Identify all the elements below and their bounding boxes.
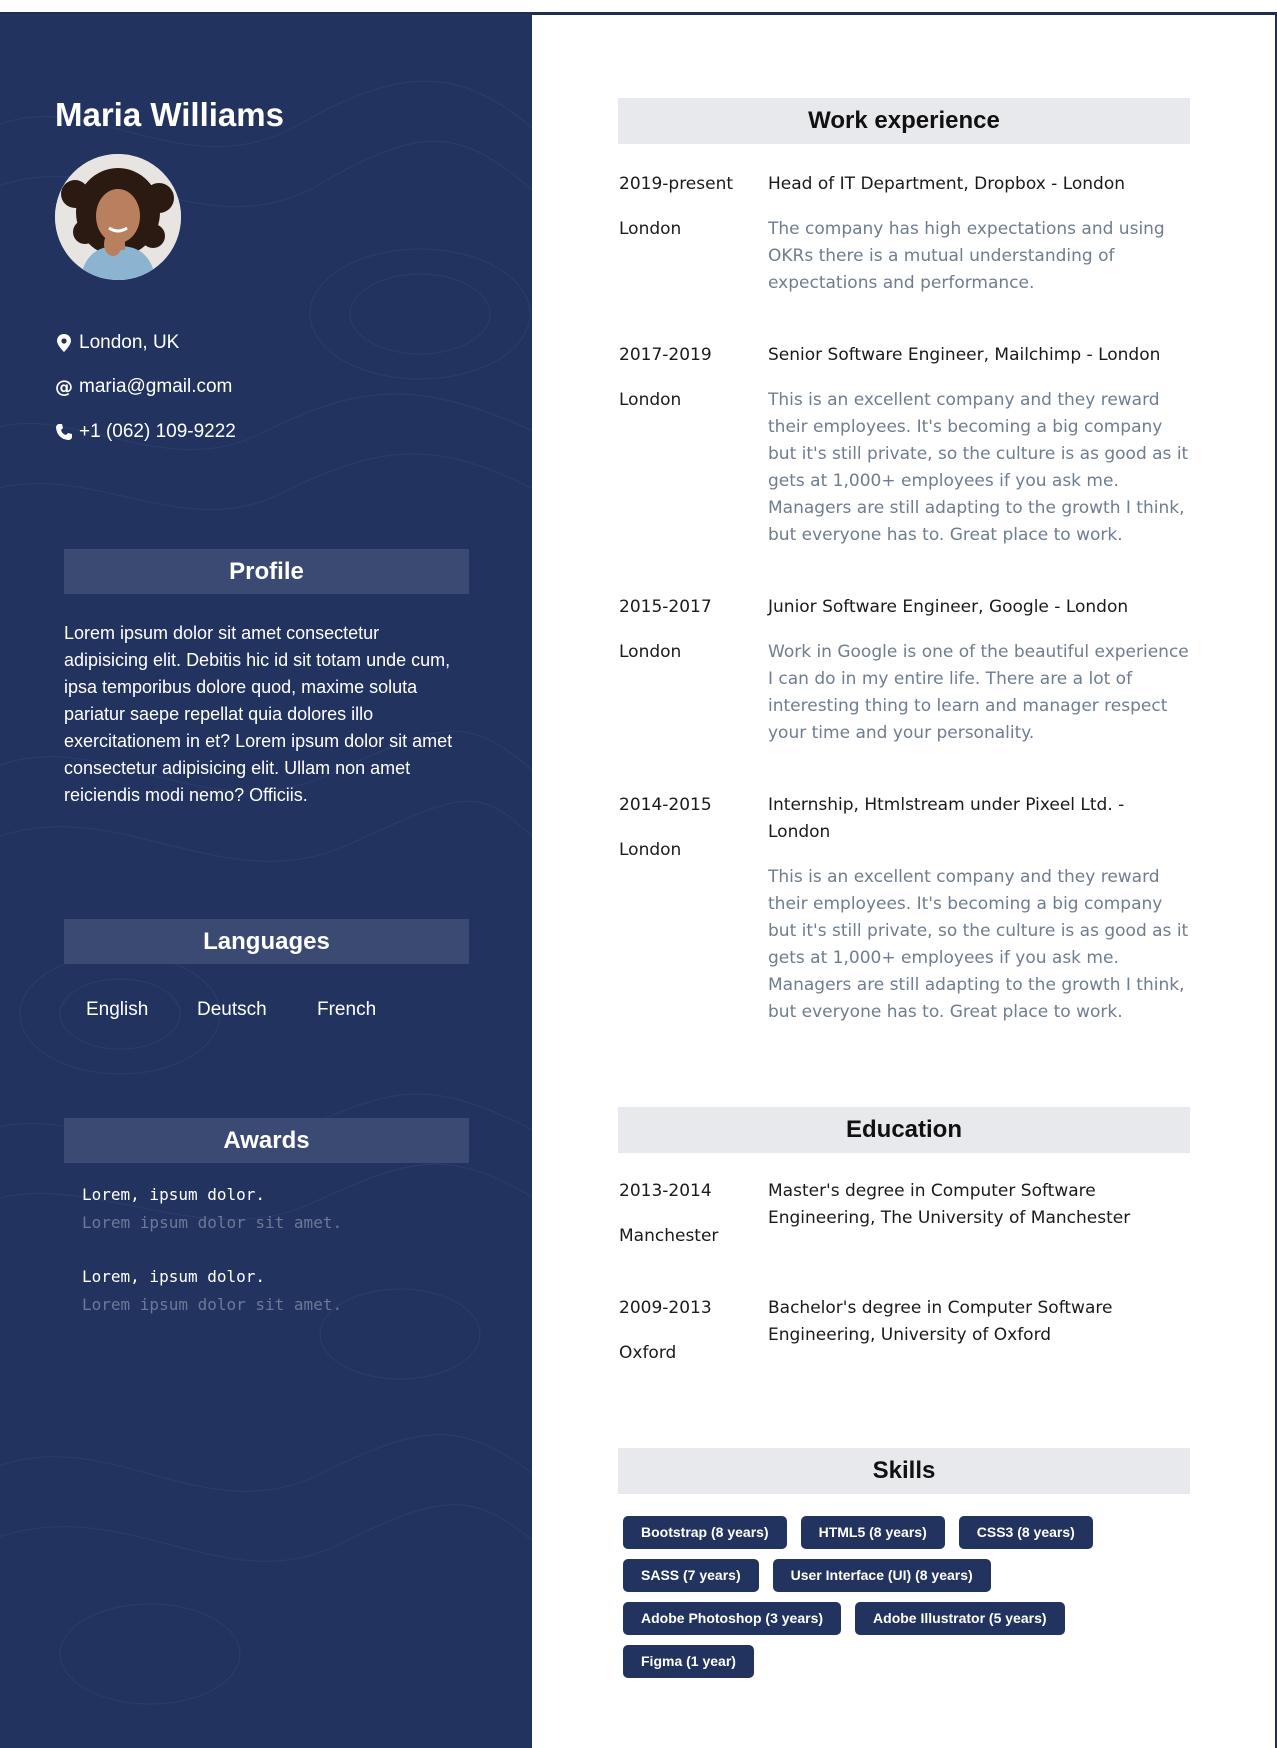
- contact-location: [55, 332, 179, 354]
- skill-badge: Bootstrap (8 years): [623, 1516, 787, 1549]
- work-experience-heading: Work experience: [618, 98, 1190, 144]
- work-role: Head of IT Department, Dropbox - London: [768, 174, 1126, 194]
- award-subtitle: Lorem ipsum dolor sit amet.: [82, 1295, 343, 1314]
- language-item: French: [317, 999, 377, 1020]
- skill-badge: SASS (7 years): [623, 1559, 759, 1592]
- map-pin-icon: [55, 333, 73, 353]
- work-location: London: [619, 219, 682, 239]
- location-text: London, UK: [79, 332, 180, 353]
- education-heading: Education: [618, 1107, 1190, 1153]
- education-location: Oxford: [619, 1343, 677, 1363]
- languages-heading: Languages: [64, 919, 469, 964]
- person-name: Maria Williams: [55, 96, 284, 133]
- work-years: 2015-2017: [619, 597, 712, 617]
- phone-text[interactable]: +1 (062) 109-9222: [79, 421, 236, 442]
- award-subtitle: Lorem ipsum dolor sit amet.: [82, 1213, 343, 1232]
- work-description: This is an excellent company and they reward their employees. It's becoming a big company but it's still private, so the culture is as good as it gets at 1,000+ employees if you ask me. Managers are still adapting to the growth I think, but everyone has to. Great place to work.: [768, 867, 1189, 1022]
- work-role: Internship, Htmlstream under Pixeel Ltd. - London: [768, 795, 1125, 842]
- award-title: Lorem, ipsum dolor.: [82, 1267, 266, 1286]
- education-degree: Bachelor's degree in Computer Software Engineering, University of Oxford: [768, 1298, 1113, 1345]
- work-years: 2017-2019: [619, 345, 712, 365]
- work-description: Work in Google is one of the beautiful experience I can do in my entire life. There are a lot of interesting thing to learn and manager respect your time and your personality.: [768, 642, 1189, 743]
- work-description: This is an excellent company and they reward their employees. It's becoming a big company but it's still private, so the culture is as good as it gets at 1,000+ employees if you ask me. Managers are still adapting to the growth I think, but everyone has to. Great place to work.: [768, 390, 1189, 545]
- skill-badge: CSS3 (8 years): [959, 1516, 1093, 1549]
- skill-badge: Adobe Photoshop (3 years): [623, 1602, 841, 1635]
- awards-heading: Awards: [64, 1118, 469, 1163]
- education-years: 2013-2014: [619, 1181, 712, 1201]
- contact-email[interactable]: [55, 376, 232, 398]
- work-years: 2019-present: [619, 174, 734, 194]
- email-text[interactable]: maria@gmail.com: [79, 376, 233, 397]
- contact-phone[interactable]: [55, 421, 236, 443]
- language-item: English: [86, 999, 149, 1020]
- work-role: Junior Software Engineer, Google - London: [768, 597, 1129, 617]
- skill-badge: HTML5 (8 years): [801, 1516, 945, 1549]
- at-sign-icon: @: [55, 376, 73, 398]
- work-role: Senior Software Engineer, Mailchimp - London: [768, 345, 1161, 365]
- language-item: Deutsch: [197, 999, 267, 1020]
- work-location: London: [619, 642, 682, 662]
- profile-heading: Profile: [64, 549, 469, 594]
- topographic-background: [0, 14, 532, 1748]
- avatar: [55, 154, 181, 280]
- skill-badge: User Interface (UI) (8 years): [773, 1559, 991, 1592]
- award-title: Lorem, ipsum dolor.: [82, 1185, 266, 1204]
- skill-badge: Adobe Illustrator (5 years): [855, 1602, 1065, 1635]
- work-location: London: [619, 390, 682, 410]
- education-degree: Master's degree in Computer Software Engineering, The University of Manchester: [768, 1181, 1131, 1228]
- education-location: Manchester: [619, 1226, 719, 1246]
- work-location: London: [619, 840, 682, 860]
- sidebar: [0, 14, 532, 1748]
- education-years: 2009-2013: [619, 1298, 712, 1318]
- work-description: The company has high expectations and using OKRs there is a mutual understanding of expectations and performance.: [768, 219, 1165, 293]
- skills-list: [623, 1516, 1183, 1688]
- skills-heading: Skills: [618, 1448, 1190, 1494]
- phone-icon: [55, 422, 73, 442]
- skill-badge: Figma (1 year): [623, 1645, 754, 1678]
- profile-text: Lorem ipsum dolor sit amet consectetur adipisicing elit. Debitis hic id sit totam unde cum, ipsa temporibus dolore quod, maxime soluta pariatur saepe repellat quia dolores illo exercitationem in et? Lorem ipsum dolor sit amet consectetur adipisicing elit. Ullam non amet reiciendis modi nemo? Officiis.: [64, 623, 453, 805]
- work-years: 2014-2015: [619, 795, 712, 815]
